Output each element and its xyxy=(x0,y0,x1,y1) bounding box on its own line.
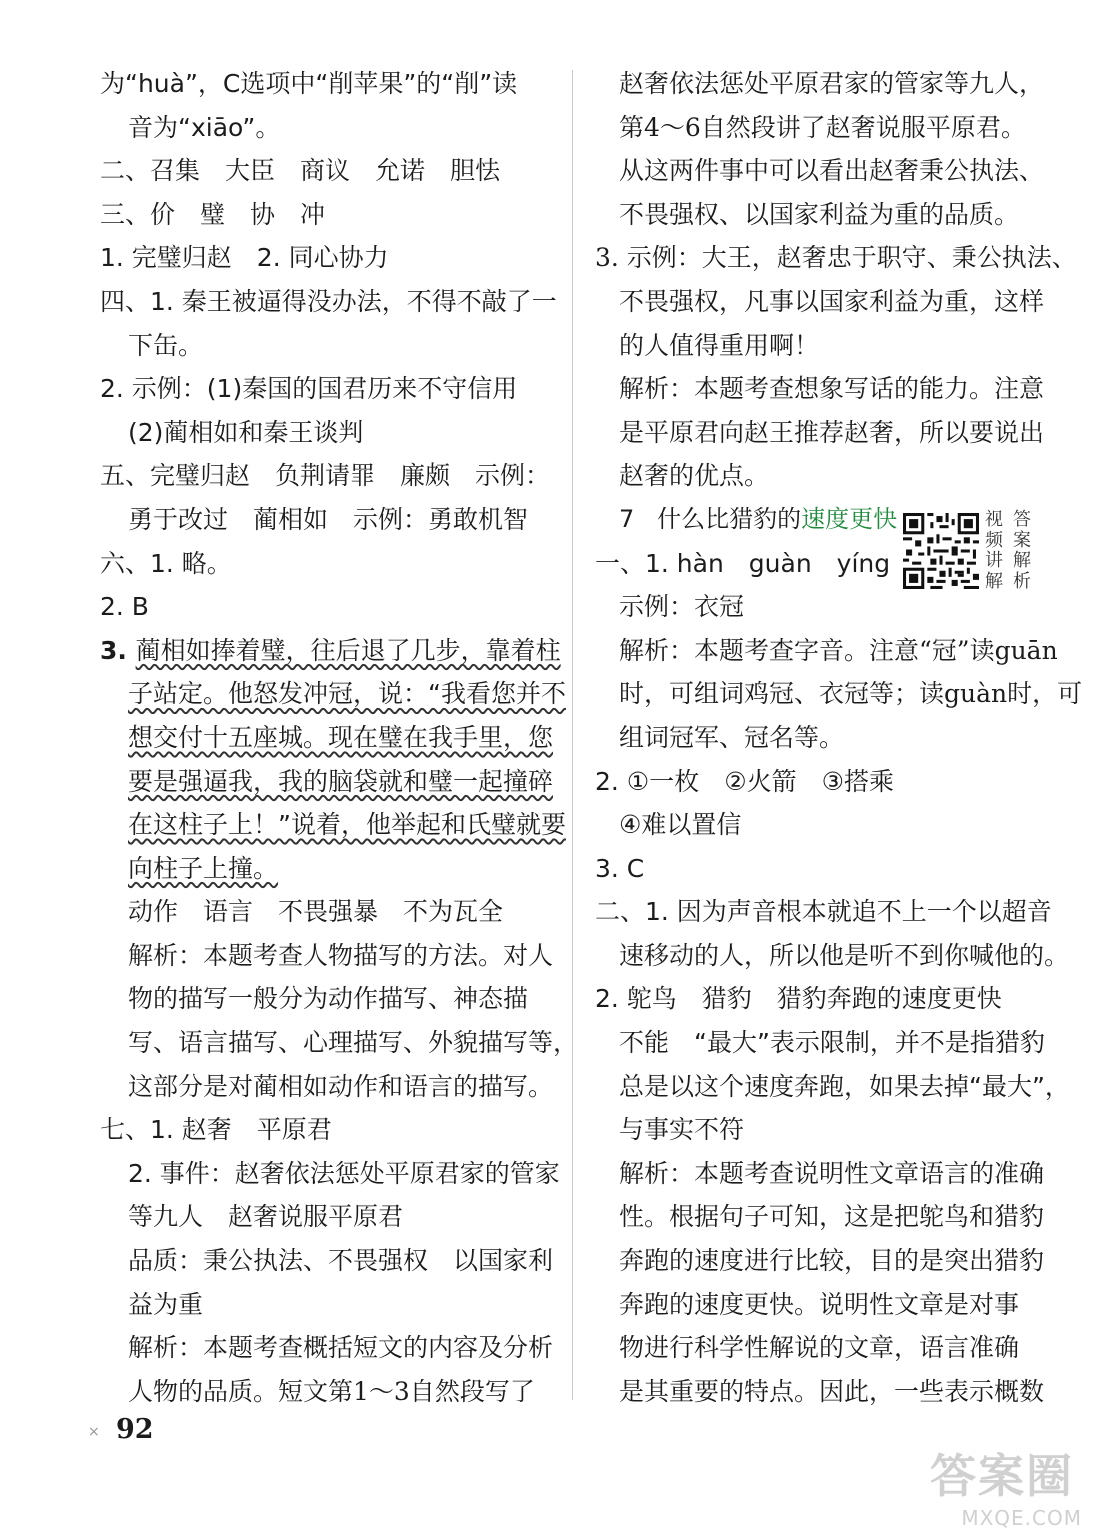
analysis-line: 解析：本题考查字音。注意“冠”读guān xyxy=(619,635,1058,665)
wavy-underlined-text: 想交付十五座城。现在璧在我手里，您 xyxy=(128,722,554,752)
answer-line: 2. B xyxy=(100,592,149,622)
section-number: 7 xyxy=(619,504,635,533)
wavy-underlined-text: 向柱子上撞。 xyxy=(128,853,279,883)
answer-line: 七、1. 赵奢 平原君 xyxy=(100,1115,332,1145)
qr-caption-line: 讲解 xyxy=(985,550,1041,571)
answer-line: 不畏强权，凡事以国家利益为重，这样 xyxy=(619,286,1045,316)
answer-line: (2)蔺相如和秦王谈判 xyxy=(128,417,364,447)
answer-line-wavy xyxy=(100,672,566,716)
answer-line: 3. 示例：大王，赵奢忠于职守、秉公执法、 xyxy=(595,243,1077,273)
answer-line-wavy xyxy=(100,716,555,760)
analysis-line: 物的描写一般分为动作描写、神态描 xyxy=(128,984,529,1014)
text-line: 为“huà”，C选项中“削苹果”的“削”读 xyxy=(100,69,518,98)
answer-line: 与事实不符 xyxy=(619,1115,745,1145)
answer-line: 下缶。 xyxy=(128,330,204,360)
analysis-line: 人物的品质。短文第1～3自然段写了 xyxy=(128,1376,535,1406)
analysis-line: 不畏强权、以国家利益为重的品质。 xyxy=(619,199,1020,229)
answer-line: 的人值得重用啊！ xyxy=(619,330,820,360)
analysis-line: 是其重要的特点。因此，一些表示概数 xyxy=(619,1376,1045,1406)
answer-line: 动作 语言 不畏强暴 不为瓦全 xyxy=(128,897,504,927)
answer-line: 示例：衣冠 xyxy=(619,592,745,622)
answer-line: 3. C xyxy=(595,853,645,883)
analysis-line: 赵奢依法惩处平原君家的管家等九人， xyxy=(619,69,1045,98)
analysis-line: 性。根据句子可知，这是把鸵鸟和猎豹 xyxy=(619,1202,1045,1232)
analysis-line: 时，可组词鸡冠、衣冠等；读guàn时，可 xyxy=(619,679,1083,709)
analysis-line: 解析：本题考查概括短文的内容及分析 xyxy=(128,1333,554,1363)
wavy-underlined-text: 子站定。他怒发冲冠，说：“我看您并不 xyxy=(128,679,566,709)
page-number: 92 xyxy=(116,1414,154,1445)
text-line: 音为“xiāo”。 xyxy=(128,112,281,142)
answer-line: 五、完璧归赵 负荆请罪 廉颇 示例： xyxy=(100,461,551,491)
answer-line: 2. 事件：赵奢依法惩处平原君家的管家 xyxy=(128,1158,560,1188)
qr-code-icon[interactable] xyxy=(903,513,979,589)
answer-line: 三、价 璧 协 冲 xyxy=(100,199,326,229)
column-divider xyxy=(572,70,573,1400)
answer-line: 速移动的人，所以他是听不到你喊他的。 xyxy=(619,940,1070,970)
analysis-line: 这部分是对蔺相如动作和语言的描写。 xyxy=(128,1071,554,1101)
answer-line: 品质：秉公执法、不畏强权 以国家利 xyxy=(128,1246,554,1276)
section-title-highlight: 速度更快 xyxy=(801,504,898,533)
answer-line-wavy xyxy=(100,760,555,804)
answer-line: 六、1. 略。 xyxy=(100,548,232,578)
qr-caption xyxy=(985,510,1055,592)
analysis-line: 是平原君向赵王推荐赵奢，所以要说出 xyxy=(619,417,1045,447)
analysis-line: 组词冠军、冠名等。 xyxy=(619,722,845,752)
answer-line-wavy xyxy=(100,847,555,891)
analysis-line: 第4～6自然段讲了赵奢说服平原君。 xyxy=(619,112,1026,142)
answer-line: 2. 示例：(1)秦国的国君历来不守信用 xyxy=(100,374,518,404)
right-column xyxy=(595,62,1083,1413)
qr-caption-line: 解析 xyxy=(985,570,1041,592)
answer-line: 1. 完璧归赵 2. 同心协力 xyxy=(100,243,389,273)
answer-line: ④难以置信 xyxy=(619,810,742,840)
answer-line: 一、1. hàn guàn yíng xyxy=(595,548,891,578)
answer-line: 总是以这个速度奔跑，如果去掉“最大”， xyxy=(619,1071,1070,1101)
analysis-line: 物进行科学性解说的文章，语言准确 xyxy=(619,1333,1020,1363)
analysis-line: 解析：本题考查人物描写的方法。对人 xyxy=(128,940,554,970)
section-title-text: 什么比猎豹的 xyxy=(657,504,802,533)
wavy-underlined-text: 要是强逼我，我的脑袋就和璧一起撞碎 xyxy=(128,766,554,796)
qr-caption-line: 频案 xyxy=(985,529,1041,551)
answer-line: 2. 鸵鸟 猎豹 猎豹奔跑的速度更快 xyxy=(595,984,1002,1014)
analysis-line: 奔跑的速度更快。说明性文章是对事 xyxy=(619,1289,1020,1319)
watermark-logo xyxy=(930,1440,1100,1530)
answer-line: 不能 “最大”表示限制，并不是指猎豹 xyxy=(619,1028,1045,1058)
answer-line: 四、1. 秦王被逼得没办法，不得不敲了一 xyxy=(100,286,557,316)
answer-line: 2. ①一枚 ②火箭 ③搭乘 xyxy=(595,766,895,796)
analysis-line: 解析：本题考查想象写话的能力。注意 xyxy=(619,374,1045,404)
answer-line: 二、1. 因为声音根本就追不上一个以超音 xyxy=(595,897,1052,927)
wavy-underlined-text: 在这柱子上！”说着，他举起和氏璧就要 xyxy=(128,810,566,840)
analysis-line: 解析：本题考查说明性文章语言的准确 xyxy=(619,1158,1045,1188)
answer-line: 勇于改过 蔺相如 示例：勇敢机智 xyxy=(128,504,529,534)
answer-line: 等九人 赵奢说服平原君 xyxy=(128,1202,404,1232)
analysis-line: 写、语言描写、心理描写、外貌描写等， xyxy=(128,1028,579,1058)
analysis-line: 赵奢的优点。 xyxy=(619,461,770,491)
answer-line-wavy xyxy=(100,803,566,847)
watermark-url: MXQE.COM xyxy=(961,1506,1082,1530)
qr-caption-line: 视答 xyxy=(985,509,1041,530)
answer-line: 二、召集 大臣 商议 允诺 胆怯 xyxy=(100,156,501,186)
wavy-underlined-text: 蔺相如捧着璧，往后退了几步，靠着柱 xyxy=(135,635,561,665)
answer-line: 益为重 xyxy=(128,1289,204,1319)
analysis-line: 从这两件事中可以看出赵奢秉公执法、 xyxy=(619,156,1045,186)
watermark-title: 答案圈 xyxy=(930,1449,1074,1503)
answer-line-wavy: 3. 蔺相如捧着璧，往后退了几步，靠着柱 xyxy=(100,635,561,665)
corner-mark: × xyxy=(88,1424,100,1440)
analysis-line: 奔跑的速度进行比较，目的是突出猎豹 xyxy=(619,1246,1045,1276)
left-column xyxy=(100,62,579,1413)
